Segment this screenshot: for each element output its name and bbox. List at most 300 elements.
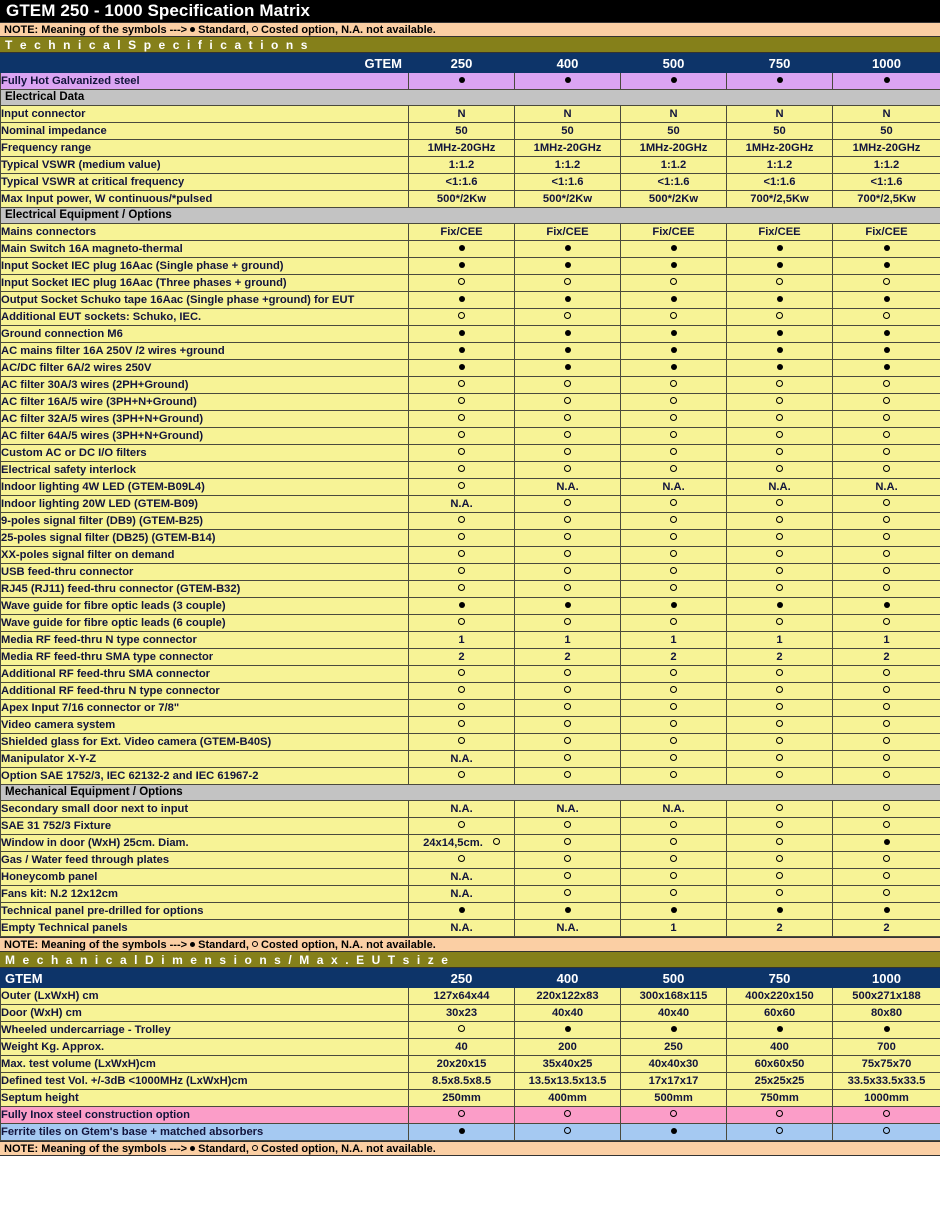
- filled-circle-icon: [565, 602, 571, 608]
- cell-costed-option: [727, 377, 833, 394]
- cell-costed-option: [727, 768, 833, 785]
- cell-standard: [833, 73, 940, 90]
- row-label: Outer (LxWxH) cm: [1, 988, 409, 1005]
- open-circle-icon: [670, 533, 677, 540]
- row-label: AC filter 64A/5 wires (3PH+N+Ground): [1, 428, 409, 445]
- cell-costed-option: [727, 700, 833, 717]
- open-circle-icon: [564, 838, 571, 845]
- table-row[interactable]: [1, 394, 940, 411]
- filled-circle-icon: [459, 262, 465, 268]
- open-circle-icon: [670, 567, 677, 574]
- cell-costed-option: [409, 479, 515, 496]
- row-label: Indoor lighting 20W LED (GTEM-B09): [1, 496, 409, 513]
- cell-standard: [515, 903, 621, 920]
- cell-costed-option: [621, 275, 727, 292]
- cell-value: 50: [621, 123, 727, 140]
- cell-value: 50: [727, 123, 833, 140]
- open-circle-icon: [670, 703, 677, 710]
- cell-costed-option: [621, 886, 727, 903]
- open-circle-icon: [670, 669, 677, 676]
- legend-costed-label: Costed option, N.A. not available.: [261, 1143, 436, 1155]
- open-circle-icon: [883, 397, 890, 404]
- cell-costed-option: [409, 700, 515, 717]
- filled-circle-icon: [777, 77, 783, 83]
- cell-standard: [621, 343, 727, 360]
- cell-value: 400: [727, 1039, 833, 1056]
- cell-value: 220x122x83: [515, 988, 621, 1005]
- cell-costed-option: [621, 428, 727, 445]
- table-row[interactable]: [1, 886, 940, 903]
- cell-standard: [409, 1124, 515, 1141]
- cell-standard: [621, 73, 727, 90]
- cell-costed-option: [833, 275, 940, 292]
- filled-circle-icon: [565, 77, 571, 83]
- cell-costed-option: [515, 428, 621, 445]
- table-row[interactable]: [1, 479, 940, 496]
- cell-value: 1: [621, 632, 727, 649]
- open-circle-icon: [670, 872, 677, 879]
- cell-standard: [727, 903, 833, 920]
- cell-value: 1:1.2: [833, 157, 940, 174]
- row-label: Additional RF feed-thru N type connector: [1, 683, 409, 700]
- open-circle-icon: [776, 414, 783, 421]
- legend-note-bottom: [0, 1141, 940, 1156]
- open-circle-icon: [252, 26, 258, 32]
- filled-circle-icon: [671, 907, 677, 913]
- cell-value: N: [409, 106, 515, 123]
- open-circle-icon: [458, 465, 465, 472]
- column-header-750[interactable]: 750: [727, 969, 833, 988]
- cell-costed-option: [515, 1124, 621, 1141]
- table-row[interactable]: [1, 649, 940, 666]
- column-header-500[interactable]: 500: [621, 969, 727, 988]
- table-row[interactable]: [1, 496, 940, 513]
- row-label: Media RF feed-thru SMA type connector: [1, 649, 409, 666]
- cell-costed-option: [833, 394, 940, 411]
- filled-circle-icon: [459, 602, 465, 608]
- row-label: Input Socket IEC plug 16Aac (Single phase + ground): [1, 258, 409, 275]
- table-row[interactable]: [1, 275, 940, 292]
- table-row[interactable]: [1, 530, 940, 547]
- open-circle-icon: [458, 584, 465, 591]
- filled-circle-icon: [671, 364, 677, 370]
- cell-costed-option: [515, 377, 621, 394]
- open-circle-icon: [670, 465, 677, 472]
- filled-circle-icon: [777, 330, 783, 336]
- table-row[interactable]: [1, 241, 940, 258]
- cell-value: 1: [727, 632, 833, 649]
- cell-value: 2: [727, 920, 833, 937]
- table-row[interactable]: [1, 581, 940, 598]
- table-row[interactable]: [1, 988, 940, 1005]
- table-row[interactable]: [1, 377, 940, 394]
- filled-circle-icon: [671, 262, 677, 268]
- cell-standard: [727, 258, 833, 275]
- cell-standard: [515, 73, 621, 90]
- row-label: Indoor lighting 4W LED (GTEM-B09L4): [1, 479, 409, 496]
- table-row[interactable]: [1, 835, 940, 852]
- cell-value: 50: [833, 123, 940, 140]
- cell-standard: [833, 360, 940, 377]
- cell-value: 700*/2,5Kw: [833, 191, 940, 208]
- column-header-750[interactable]: 750: [727, 54, 833, 73]
- open-circle-icon: [776, 431, 783, 438]
- table-row[interactable]: [1, 683, 940, 700]
- table-row[interactable]: [1, 191, 940, 208]
- filled-circle-icon: [459, 77, 465, 83]
- open-circle-icon: [564, 312, 571, 319]
- cell-value: 2: [833, 920, 940, 937]
- cell-standard: [833, 326, 940, 343]
- table-row[interactable]: [1, 258, 940, 275]
- cell-value: 33.5x33.5x33.5: [833, 1073, 940, 1090]
- cell-standard: [833, 835, 940, 852]
- table-row[interactable]: [1, 1056, 940, 1073]
- cell-costed-option: [409, 428, 515, 445]
- table-row[interactable]: [1, 666, 940, 683]
- filled-circle-icon: [565, 262, 571, 268]
- cell-standard: [621, 258, 727, 275]
- cell-costed-option: [409, 564, 515, 581]
- table-row[interactable]: [1, 751, 940, 768]
- table-row[interactable]: [1, 513, 940, 530]
- table-row[interactable]: [1, 903, 940, 920]
- cell-costed-option: [833, 615, 940, 632]
- open-circle-icon: [670, 771, 677, 778]
- table-row[interactable]: [1, 1090, 940, 1107]
- open-circle-icon: [670, 889, 677, 896]
- row-label: Max. test volume (LxWxH)cm: [1, 1056, 409, 1073]
- open-circle-icon: [670, 754, 677, 761]
- cell-value: 400mm: [515, 1090, 621, 1107]
- cell-value: 1000mm: [833, 1090, 940, 1107]
- cell-not-available: N.A.: [515, 801, 621, 818]
- filled-circle-icon: [459, 347, 465, 353]
- open-circle-icon: [776, 584, 783, 591]
- open-circle-icon: [252, 941, 258, 947]
- cell-costed-option: [409, 768, 515, 785]
- open-circle-icon: [776, 380, 783, 387]
- cell-value: 75x75x70: [833, 1056, 940, 1073]
- filled-circle-icon: [671, 330, 677, 336]
- cell-value: Fix/CEE: [833, 224, 940, 241]
- table-row[interactable]: [1, 1022, 940, 1039]
- cell-not-available: N.A.: [409, 496, 515, 513]
- table-row[interactable]: [1, 801, 940, 818]
- cell-costed-option: [833, 717, 940, 734]
- open-circle-icon: [458, 618, 465, 625]
- cell-costed-option: [515, 666, 621, 683]
- open-circle-icon: [776, 889, 783, 896]
- open-circle-icon: [458, 448, 465, 455]
- cell-costed-option: [621, 700, 727, 717]
- cell-value: 750mm: [727, 1090, 833, 1107]
- cell-standard: [727, 292, 833, 309]
- open-circle-icon: [458, 703, 465, 710]
- section-banner: T e c h n i c a l S p e c i f i c a t i o n s: [0, 37, 940, 53]
- spec-table: [0, 968, 940, 1141]
- cell-costed-option: [409, 547, 515, 564]
- cell-costed-option: [515, 547, 621, 564]
- open-circle-icon: [883, 465, 890, 472]
- table-row[interactable]: [1, 157, 940, 174]
- table-row[interactable]: [1, 326, 940, 343]
- filled-circle-icon: [884, 77, 890, 83]
- table-row[interactable]: [1, 547, 940, 564]
- cell-value: 1MHz-20GHz: [833, 140, 940, 157]
- cell-costed-option: [515, 445, 621, 462]
- cell-standard: [727, 598, 833, 615]
- table-row[interactable]: [1, 1073, 940, 1090]
- cell-costed-option: [409, 818, 515, 835]
- cell-value: 8.5x8.5x8.5: [409, 1073, 515, 1090]
- table-row[interactable]: [1, 564, 940, 581]
- table-row[interactable]: [1, 1039, 940, 1056]
- table-row[interactable]: [1, 852, 940, 869]
- open-circle-icon: [670, 1110, 677, 1117]
- table-row[interactable]: [1, 174, 940, 191]
- column-header-500[interactable]: 500: [621, 54, 727, 73]
- open-circle-icon: [564, 771, 571, 778]
- cell-value: 35x40x25: [515, 1056, 621, 1073]
- column-header-250[interactable]: 250: [409, 54, 515, 73]
- cell-costed-option: [515, 309, 621, 326]
- column-header-400[interactable]: 400: [515, 969, 621, 988]
- open-circle-icon: [883, 516, 890, 523]
- cell-costed-option: [833, 734, 940, 751]
- table-row[interactable]: [1, 224, 940, 241]
- cell-costed-option: [515, 886, 621, 903]
- table-row[interactable]: [1, 462, 940, 479]
- cell-costed-option: [833, 869, 940, 886]
- cell-costed-option: [621, 852, 727, 869]
- cell-standard: [409, 360, 515, 377]
- cell-value: 60x60: [727, 1005, 833, 1022]
- open-circle-icon: [776, 465, 783, 472]
- cell-costed-option: [727, 717, 833, 734]
- filled-circle-icon: [565, 1026, 571, 1032]
- table-row[interactable]: [1, 700, 940, 717]
- table-row[interactable]: [1, 360, 940, 377]
- row-label: Empty Technical panels: [1, 920, 409, 937]
- filled-circle-icon: [459, 296, 465, 302]
- open-circle-icon: [776, 550, 783, 557]
- table-row[interactable]: [1, 1124, 940, 1141]
- row-label: Window in door (WxH) 25cm. Diam.: [1, 835, 409, 852]
- open-circle-icon: [883, 804, 890, 811]
- open-circle-icon: [458, 821, 465, 828]
- legend-standard-label: Standard,: [198, 1143, 249, 1155]
- row-label: Mains connectors: [1, 224, 409, 241]
- cell-costed-option: [621, 445, 727, 462]
- cell-value: 250: [621, 1039, 727, 1056]
- cell-value: 2: [515, 649, 621, 666]
- column-header-1000[interactable]: 1000: [833, 969, 940, 988]
- cell-value: 500*/2Kw: [409, 191, 515, 208]
- open-circle-icon: [883, 414, 890, 421]
- cell-costed-option: [621, 462, 727, 479]
- table-row[interactable]: [1, 106, 940, 123]
- cell-value: <1:1.6: [833, 174, 940, 191]
- row-label: SAE 31 752/3 Fixture: [1, 818, 409, 835]
- table-row[interactable]: [1, 615, 940, 632]
- table-header-row: [1, 54, 940, 73]
- table-row[interactable]: [1, 411, 940, 428]
- cell-value: 1: [621, 920, 727, 937]
- row-label: Input connector: [1, 106, 409, 123]
- cell-standard: [727, 73, 833, 90]
- filled-circle-icon: [884, 602, 890, 608]
- cell-costed-option: [515, 496, 621, 513]
- open-circle-icon: [776, 703, 783, 710]
- table-row[interactable]: [1, 309, 940, 326]
- cell-value: 250mm: [409, 1090, 515, 1107]
- cell-standard: [621, 1022, 727, 1039]
- table-row[interactable]: [1, 292, 940, 309]
- open-circle-icon: [883, 533, 890, 540]
- cell-costed-option: [515, 700, 621, 717]
- cell-not-available: N.A.: [409, 920, 515, 937]
- open-circle-icon: [670, 448, 677, 455]
- cell-value: 500*/2Kw: [621, 191, 727, 208]
- cell-value: 1: [833, 632, 940, 649]
- cell-costed-option: [515, 869, 621, 886]
- cell-standard: [621, 1124, 727, 1141]
- cell-value: 1: [409, 632, 515, 649]
- cell-costed-option: [833, 818, 940, 835]
- filled-circle-icon: [565, 347, 571, 353]
- cell-standard: [409, 598, 515, 615]
- cell-value: 13.5x13.5x13.5: [515, 1073, 621, 1090]
- table-row[interactable]: [1, 632, 940, 649]
- open-circle-icon: [776, 804, 783, 811]
- open-circle-icon: [670, 821, 677, 828]
- cell-costed-option: [515, 411, 621, 428]
- open-circle-icon: [458, 737, 465, 744]
- cell-costed-option: [833, 1124, 940, 1141]
- cell-costed-option: [515, 530, 621, 547]
- filled-circle-icon: [884, 262, 890, 268]
- open-circle-icon: [776, 838, 783, 845]
- row-label: Electrical safety interlock: [1, 462, 409, 479]
- cell-costed-option: [409, 445, 515, 462]
- open-circle-icon: [883, 720, 890, 727]
- cell-costed-option: [621, 666, 727, 683]
- header-label: GTEM: [1, 969, 409, 988]
- cell-value: 300x168x115: [621, 988, 727, 1005]
- cell-value: 1:1.2: [727, 157, 833, 174]
- open-circle-icon: [883, 872, 890, 879]
- filled-circle-icon: [671, 296, 677, 302]
- open-circle-icon: [458, 855, 465, 862]
- open-circle-icon: [458, 278, 465, 285]
- cell-value: 1:1.2: [515, 157, 621, 174]
- open-circle-icon: [458, 771, 465, 778]
- column-header-400[interactable]: 400: [515, 54, 621, 73]
- row-label: AC/DC filter 6A/2 wires 250V: [1, 360, 409, 377]
- cell-value: 30x23: [409, 1005, 515, 1022]
- cell-value: 20x20x15: [409, 1056, 515, 1073]
- cell-value: Fix/CEE: [515, 224, 621, 241]
- table-row[interactable]: [1, 445, 940, 462]
- row-label: Output Socket Schuko tape 16Aac (Single phase +ground) for EUT: [1, 292, 409, 309]
- row-label: Additional EUT sockets: Schuko, IEC.: [1, 309, 409, 326]
- open-circle-icon: [564, 889, 571, 896]
- column-header-1000[interactable]: 1000: [833, 54, 940, 73]
- cell-standard: [409, 292, 515, 309]
- cell-costed-option: [621, 751, 727, 768]
- cell-costed-option: [727, 835, 833, 852]
- cell-costed-option: [515, 768, 621, 785]
- cell-costed-option: [409, 852, 515, 869]
- open-circle-icon: [458, 1025, 465, 1032]
- sections-root: [0, 37, 940, 1141]
- cell-costed-option: [621, 1107, 727, 1124]
- table-row[interactable]: [1, 428, 940, 445]
- open-circle-icon: [458, 414, 465, 421]
- table-row[interactable]: [1, 1107, 940, 1124]
- open-circle-icon: [458, 431, 465, 438]
- cell-value: 50: [515, 123, 621, 140]
- open-circle-icon: [564, 499, 571, 506]
- cell-costed-option: [833, 428, 940, 445]
- table-row[interactable]: [1, 123, 940, 140]
- open-circle-icon: [564, 448, 571, 455]
- column-header-250[interactable]: 250: [409, 969, 515, 988]
- table-row[interactable]: [1, 920, 940, 937]
- cell-value: 200: [515, 1039, 621, 1056]
- table-row[interactable]: [1, 1005, 940, 1022]
- cell-costed-option: [833, 581, 940, 598]
- filled-circle-icon: [777, 602, 783, 608]
- row-label: Main Switch 16A magneto-thermal: [1, 241, 409, 258]
- page-title: GTEM 250 - 1000 Specification Matrix: [0, 0, 940, 22]
- table-row[interactable]: [1, 734, 940, 751]
- table-row[interactable]: [1, 343, 940, 360]
- cell-value: 17x17x17: [621, 1073, 727, 1090]
- open-circle-icon: [776, 618, 783, 625]
- table-row[interactable]: [1, 818, 940, 835]
- filled-circle-icon: [777, 296, 783, 302]
- cell-costed-option: [515, 615, 621, 632]
- table-row[interactable]: [1, 768, 940, 785]
- open-circle-icon: [458, 312, 465, 319]
- table-row[interactable]: [1, 140, 940, 157]
- open-circle-icon: [670, 516, 677, 523]
- table-row[interactable]: [1, 717, 940, 734]
- subsection-row: [1, 785, 940, 801]
- cell-value: 60x60x50: [727, 1056, 833, 1073]
- table-row[interactable]: [1, 598, 940, 615]
- open-circle-icon: [883, 499, 890, 506]
- cell-standard: [621, 241, 727, 258]
- open-circle-icon: [564, 1110, 571, 1117]
- table-row[interactable]: [1, 869, 940, 886]
- cell-costed-option: [515, 751, 621, 768]
- filled-circle-icon: [671, 77, 677, 83]
- cell-value: <1:1.6: [727, 174, 833, 191]
- cell-standard: [833, 292, 940, 309]
- open-circle-icon: [670, 499, 677, 506]
- row-label: 25-poles signal filter (DB25) (GTEM-B14): [1, 530, 409, 547]
- row-label: RJ45 (RJ11) feed-thru connector (GTEM-B32): [1, 581, 409, 598]
- open-circle-icon: [458, 720, 465, 727]
- open-circle-icon: [670, 312, 677, 319]
- legend-standard-label: Standard,: [198, 24, 249, 36]
- open-circle-icon: [883, 1127, 890, 1134]
- cell-costed-option: [409, 275, 515, 292]
- table-row[interactable]: [1, 73, 940, 90]
